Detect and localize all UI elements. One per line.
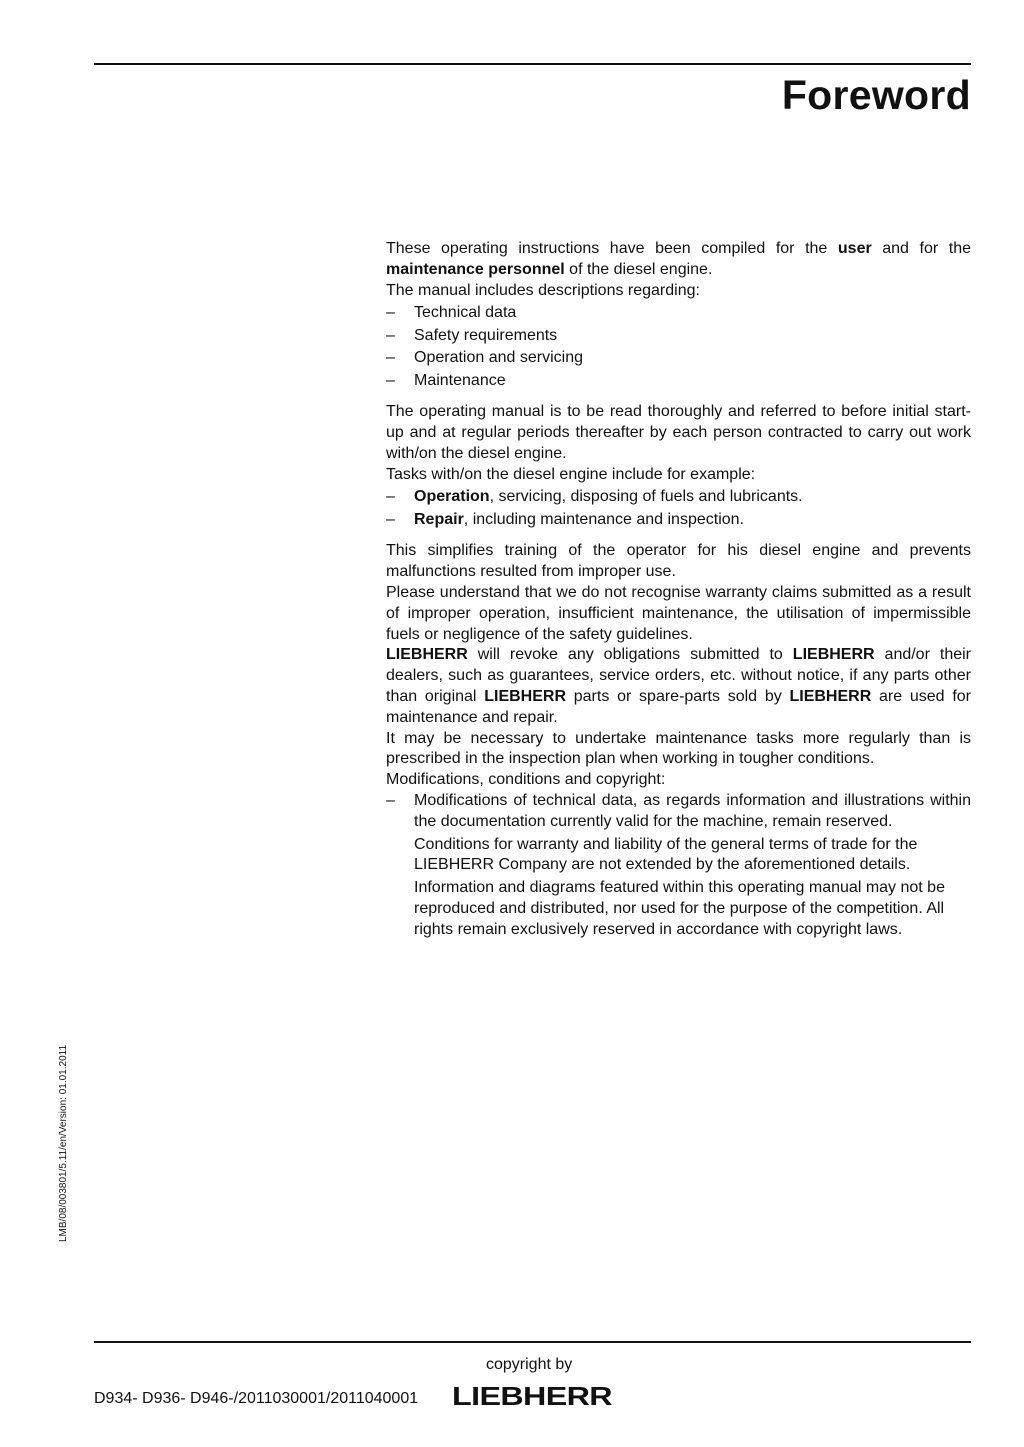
footer-rule <box>94 1341 971 1343</box>
list-item: – Technical data <box>386 303 971 324</box>
warranty-paragraph: Please understand that we do not recognise warranty claims submitted as a result of improper operation, insufficient maintenance, the utilisation of impermissible fuels or negligence of the safety guidelines. <box>386 584 971 643</box>
liebherr-obligations-paragraph: LIEBHERR will revoke any obligations submitted to LIEBHERR and/or their dealers, such as guarantees, service orders, etc. without notice, if any parts other than original LIEBHERR parts or spare-parts sold by LIEBHERR are used for maintenance and repair. <box>386 646 972 726</box>
list-item: – Maintenance <box>386 371 971 392</box>
document-code: D934- D936- D946-/2011030001/2011040001 <box>94 1390 419 1407</box>
descriptions-intro: The manual includes descriptions regarding: <box>386 281 700 299</box>
header-rule <box>94 63 971 65</box>
modifications-list <box>386 791 971 833</box>
tasks-list <box>386 487 971 530</box>
tasks-intro: Tasks with/on the diesel engine include for example: <box>386 465 756 483</box>
copyright-paragraph: Information and diagrams featured within this operating manual may not be reproduced and distributed, nor used for the purpose of the competition. All rights remain exclusively reserved in accordance with copyright laws. <box>414 879 945 938</box>
page-title: Foreword <box>781 72 971 118</box>
list-item: – Repair, including maintenance and inspection. <box>386 510 971 531</box>
maintenance-frequency-paragraph: It may be necessary to undertake maintenance tasks more regularly than is prescribed in the inspection plan when working in tougher conditions. <box>386 729 971 768</box>
list-item: – Operation and servicing <box>386 348 971 369</box>
intro-paragraph: These operating instructions have been compiled for the user and for the maintenance personnel of the diesel engine. <box>386 240 971 278</box>
liebherr-logo <box>452 1382 614 1408</box>
copyright-label: copyright by <box>486 1356 573 1373</box>
user-emphasis: user <box>837 240 872 257</box>
list-item: – Modifications of technical data, as regards information and illustrations within the documentation currently valid for the machine, remain reserved. <box>386 791 971 833</box>
list-item: – Operation, servicing, disposing of fuels and lubricants. <box>386 487 971 508</box>
foreword-body <box>386 239 971 941</box>
maintenance-personnel-emphasis: maintenance personnel <box>386 260 565 278</box>
svg-text:LIEBHERR: LIEBHERR <box>452 1382 613 1408</box>
modifications-intro: Modifications, conditions and copyright: <box>386 771 666 789</box>
topics-list <box>386 303 971 391</box>
list-item: – Safety requirements <box>386 326 971 347</box>
document-version-label: LMB/08/003801/5.11/en/Version: 01.01.2011 <box>58 1044 69 1242</box>
reading-instruction-paragraph: The operating manual is to be read thoroughly and referred to before initial start-up and at regular periods thereafter by each person contracted to carry out work with/on the diesel engine. <box>386 403 971 462</box>
warranty-conditions-paragraph: Conditions for warranty and liability of the general terms of trade for the LIEBHERR Company are not extended by the aforementioned details. <box>414 835 918 874</box>
training-paragraph: This simplifies training of the operator for his diesel engine and prevents malfunctions resulted from improper use. <box>386 542 971 581</box>
